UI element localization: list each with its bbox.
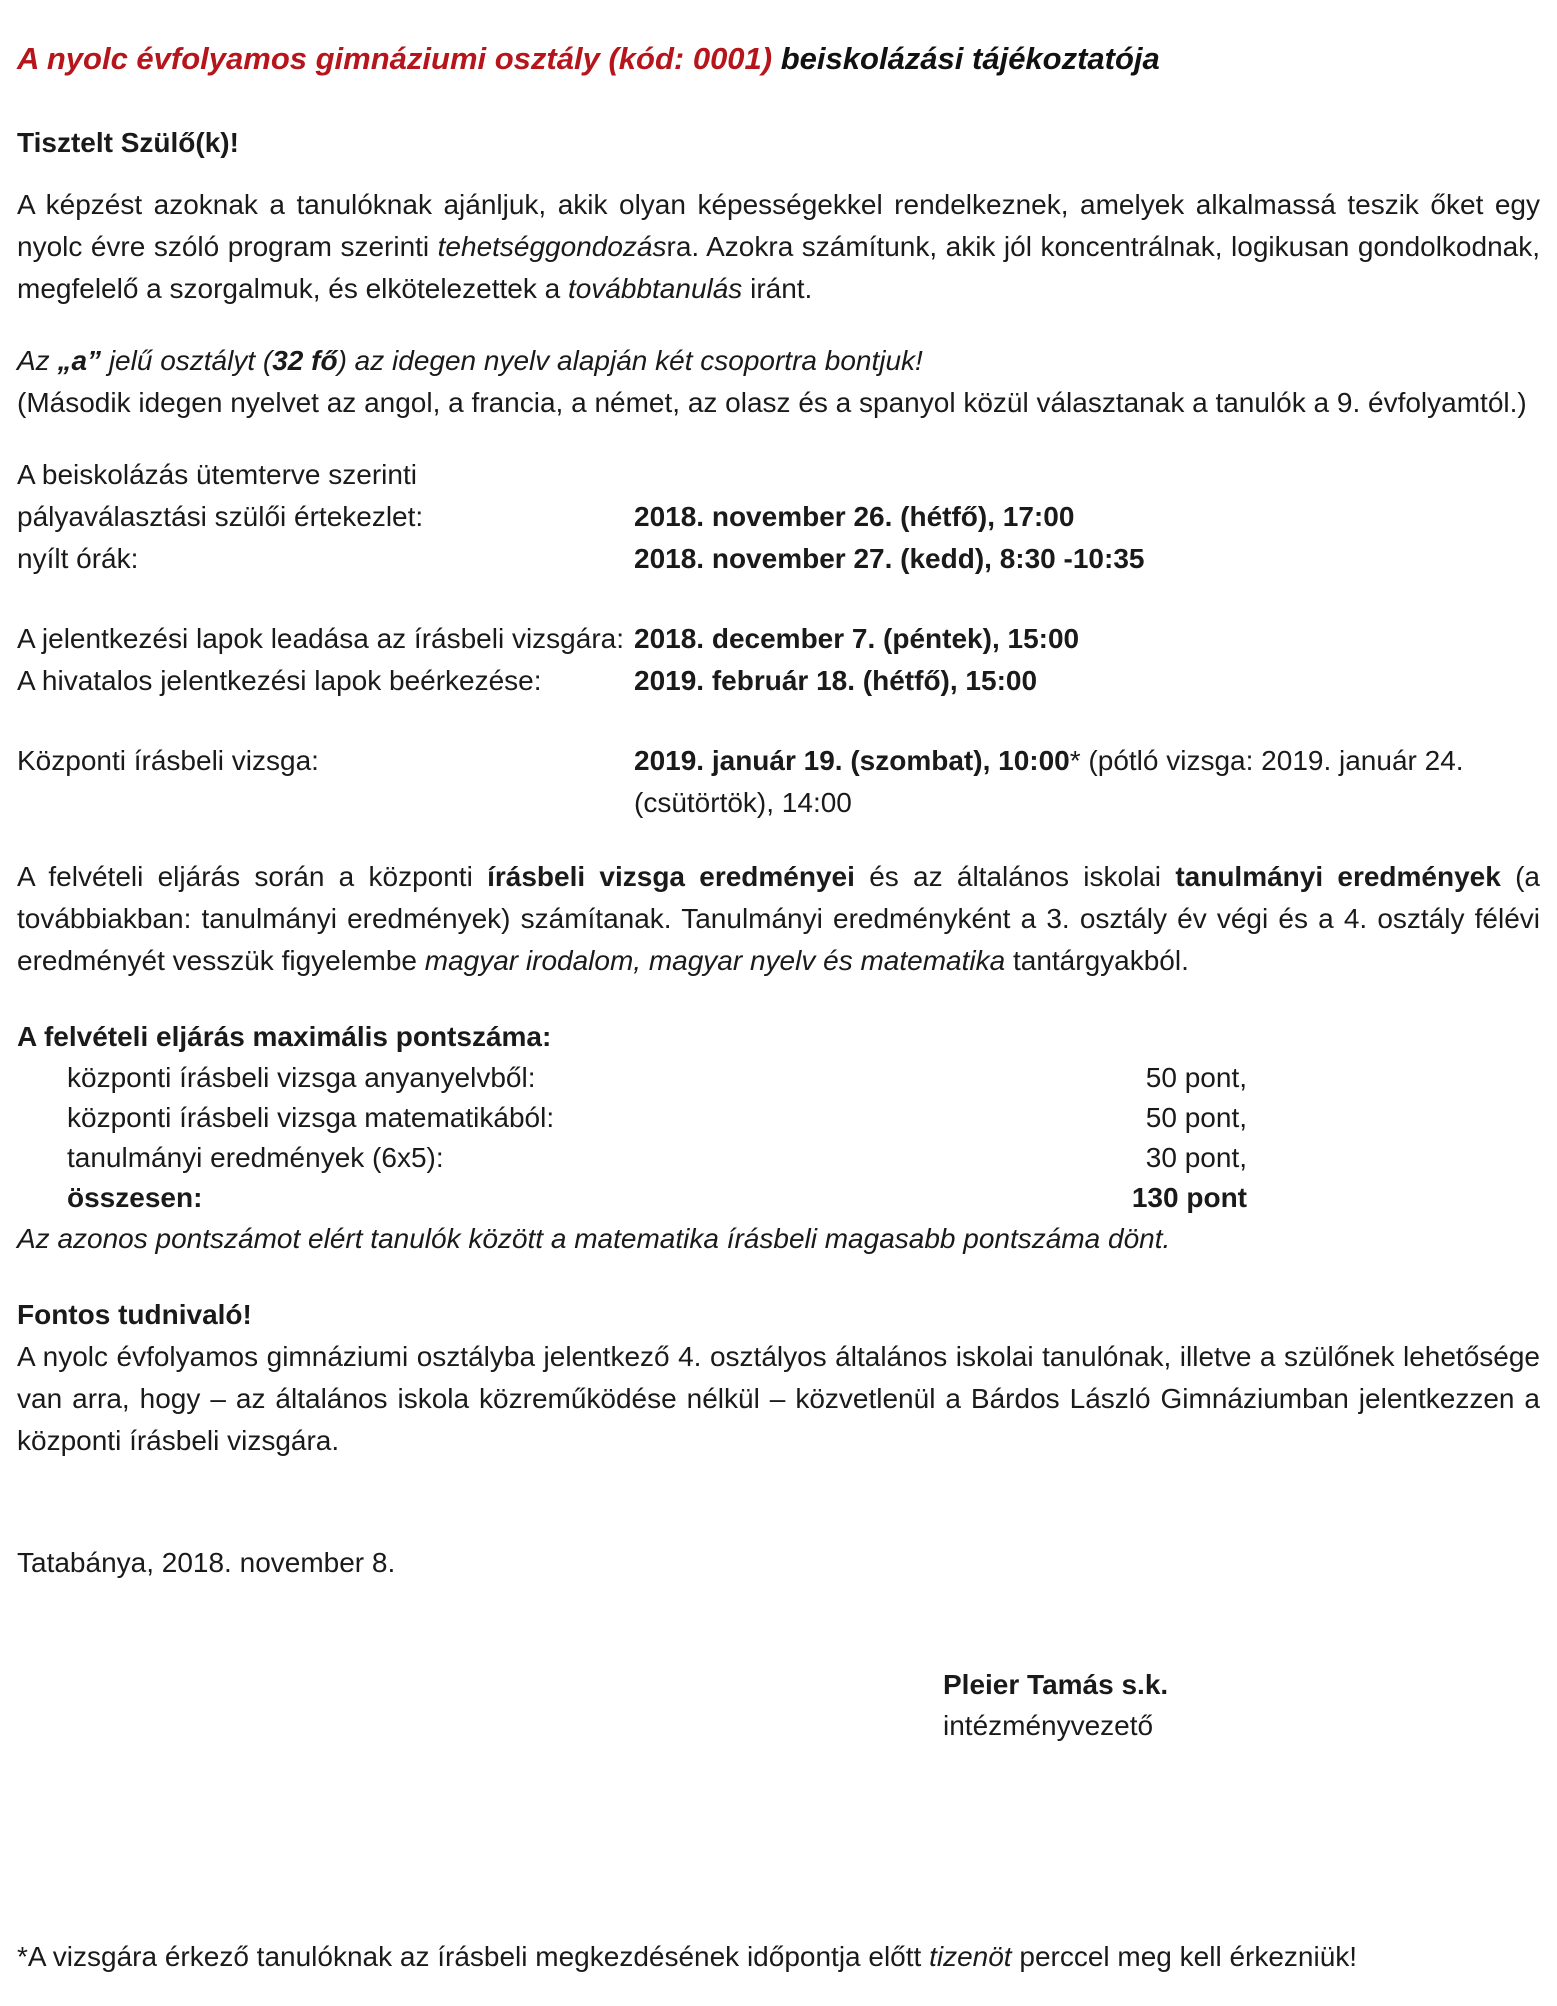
exam-makeup-note: * (pótló vizsga: 2019. január 24. [1069, 745, 1464, 776]
admission-paragraph [17, 856, 1540, 982]
admission-text-3: (a továbbiakban: tanulmányi eredmények) számítanak. Tanulmányi eredményként a 3. osztály év végi és a 4. osztály félévi eredményét vesszük figyelembe [17, 861, 1540, 976]
points-heading: A felvételi eljárás maximális pontszáma: [17, 1021, 552, 1052]
intro-paragraph [17, 184, 1540, 310]
groups-text-1: Az [17, 345, 58, 376]
admission-italic: magyar irodalom, magyar nyelv és matematika [424, 945, 1006, 976]
admission-text-1: A felvételi eljárás során a központi [17, 861, 488, 892]
place-date: Tatabánya, 2018. november 8. [17, 1547, 396, 1578]
intro-text-2: ra. Azokra számítunk, akik jól koncentrálnak, logikusan gondolkodnak, megfelelő a szorgalmuk, és elkötelezettek a [17, 231, 1541, 304]
page-title [17, 30, 1540, 88]
groups-class-letter: „a” [57, 345, 102, 376]
points-value: 50 pont, [1145, 1102, 1247, 1133]
title-red-part: A nyolc évfolyamos gimnáziumi osztály (kód: 0001) [17, 41, 773, 76]
schedule-value: 2018. november 26. (hétfő), 17:00 [634, 501, 1075, 532]
exam-makeup-note-cont: (csütörtök), 14:00 [634, 787, 852, 818]
intro-italic-1: tehetséggondozás [437, 231, 667, 262]
points-label: központi írásbeli vizsga matematikából: [67, 1102, 555, 1133]
schedule-label: pályaválasztási szülői értekezlet: [17, 501, 424, 532]
schedule-label: Központi írásbeli vizsga: [17, 745, 319, 776]
points-label: tanulmányi eredmények (6x5): [67, 1142, 444, 1173]
schedule-value: 2018. december 7. (péntek), 15:00 [634, 623, 1080, 654]
schedule-row-open-lessons [17, 538, 1540, 580]
points-value: 30 pont, [1145, 1142, 1247, 1173]
greeting: Tisztelt Szülő(k)! [17, 127, 239, 158]
important-paragraph: A nyolc évfolyamos gimnáziumi osztályba jelentkező 4. osztályos általános iskolai tanulónak, illetve a szülőnek lehetősége van arra, hogy – az általános iskola közreműködése nélkül – közvetlenül a Bárdos László Gimnáziumban jelentkezzen a központi írásbeli vizsgára. [17, 1341, 1540, 1456]
intro-italic-2: továbbtanulás [567, 273, 743, 304]
footnote-text-2: perccel meg kell érkezniük! [1011, 1941, 1358, 1972]
footnote-italic: tizenöt [929, 1941, 1012, 1972]
schedule-row-forms [17, 618, 1540, 660]
title-black-part: beiskolázási tájékoztatója [780, 41, 1160, 76]
points-total-label: összesen: [67, 1182, 203, 1213]
footnote-text-1: *A vizsgára érkező tanulóknak az írásbeli megkezdésének időpontja előtt [17, 1941, 930, 1972]
schedule-heading: A beiskolázás ütemterve szerinti [17, 459, 417, 490]
admission-text-2: és az általános iskolai [854, 861, 1176, 892]
points-row [17, 1098, 1540, 1138]
groups-headcount: 32 fő [272, 345, 338, 376]
intro-text-3: iránt. [742, 273, 813, 304]
schedule-label: A jelentkezési lapok leadása az írásbeli vizsgára: [17, 623, 625, 654]
groups-text-3: ) az idegen nyelv alapján két csoportra bontjuk! [337, 345, 923, 376]
schedule-exam-value [634, 740, 1464, 782]
admission-text-4: tantárgyakból. [1005, 945, 1189, 976]
groups-note: (Második idegen nyelvet az angol, a francia, a német, az olasz és a spanyol közül választanak a tanulók a 9. évfolyamtól.) [17, 387, 1527, 418]
exam-date: 2019. január 19. (szombat), 10:00 [634, 745, 1070, 776]
points-total-row [17, 1178, 1540, 1218]
schedule-row-official [17, 660, 1540, 702]
groups-line [17, 340, 1540, 382]
schedule-row-exam [17, 740, 1540, 782]
schedule-label: A hivatalos jelentkezési lapok beérkezése: [17, 665, 542, 696]
points-row [17, 1058, 1540, 1098]
schedule-value: 2019. február 18. (hétfő), 15:00 [634, 665, 1038, 696]
important-heading: Fontos tudnivaló! [17, 1299, 252, 1330]
groups-text-2: jelű osztályt ( [101, 345, 273, 376]
intro-text-1: A képzést azoknak a tanulóknak ajánljuk, akik olyan képességekkel rendelkeznek, amelyek alkalmassá teszik őket egy nyolc évre szóló program szerinti [17, 189, 1540, 262]
admission-bold-2: tanulmányi eredmények [1175, 861, 1501, 892]
points-label: központi írásbeli vizsga anyanyelvből: [67, 1062, 536, 1093]
admission-bold-1: írásbeli vizsga eredményei [487, 861, 855, 892]
points-value: 50 pont, [1145, 1062, 1247, 1093]
signature-name: Pleier Tamás s.k. [943, 1669, 1169, 1700]
footnote [17, 1936, 1357, 1978]
signature-role: intézményvezető [943, 1710, 1154, 1741]
document-page [17, 30, 1540, 1584]
points-total-value: 130 pont [1131, 1182, 1247, 1213]
schedule-label: nyílt órák: [17, 543, 139, 574]
points-row [17, 1138, 1540, 1178]
schedule-row-exam-cont [17, 782, 1540, 824]
schedule-row-parent-meeting [17, 496, 1540, 538]
tiebreak-rule: Az azonos pontszámot elért tanulók között a matematika írásbeli magasabb pontszáma dönt. [17, 1223, 1171, 1254]
schedule-value: 2018. november 27. (kedd), 8:30 -10:35 [634, 543, 1145, 574]
